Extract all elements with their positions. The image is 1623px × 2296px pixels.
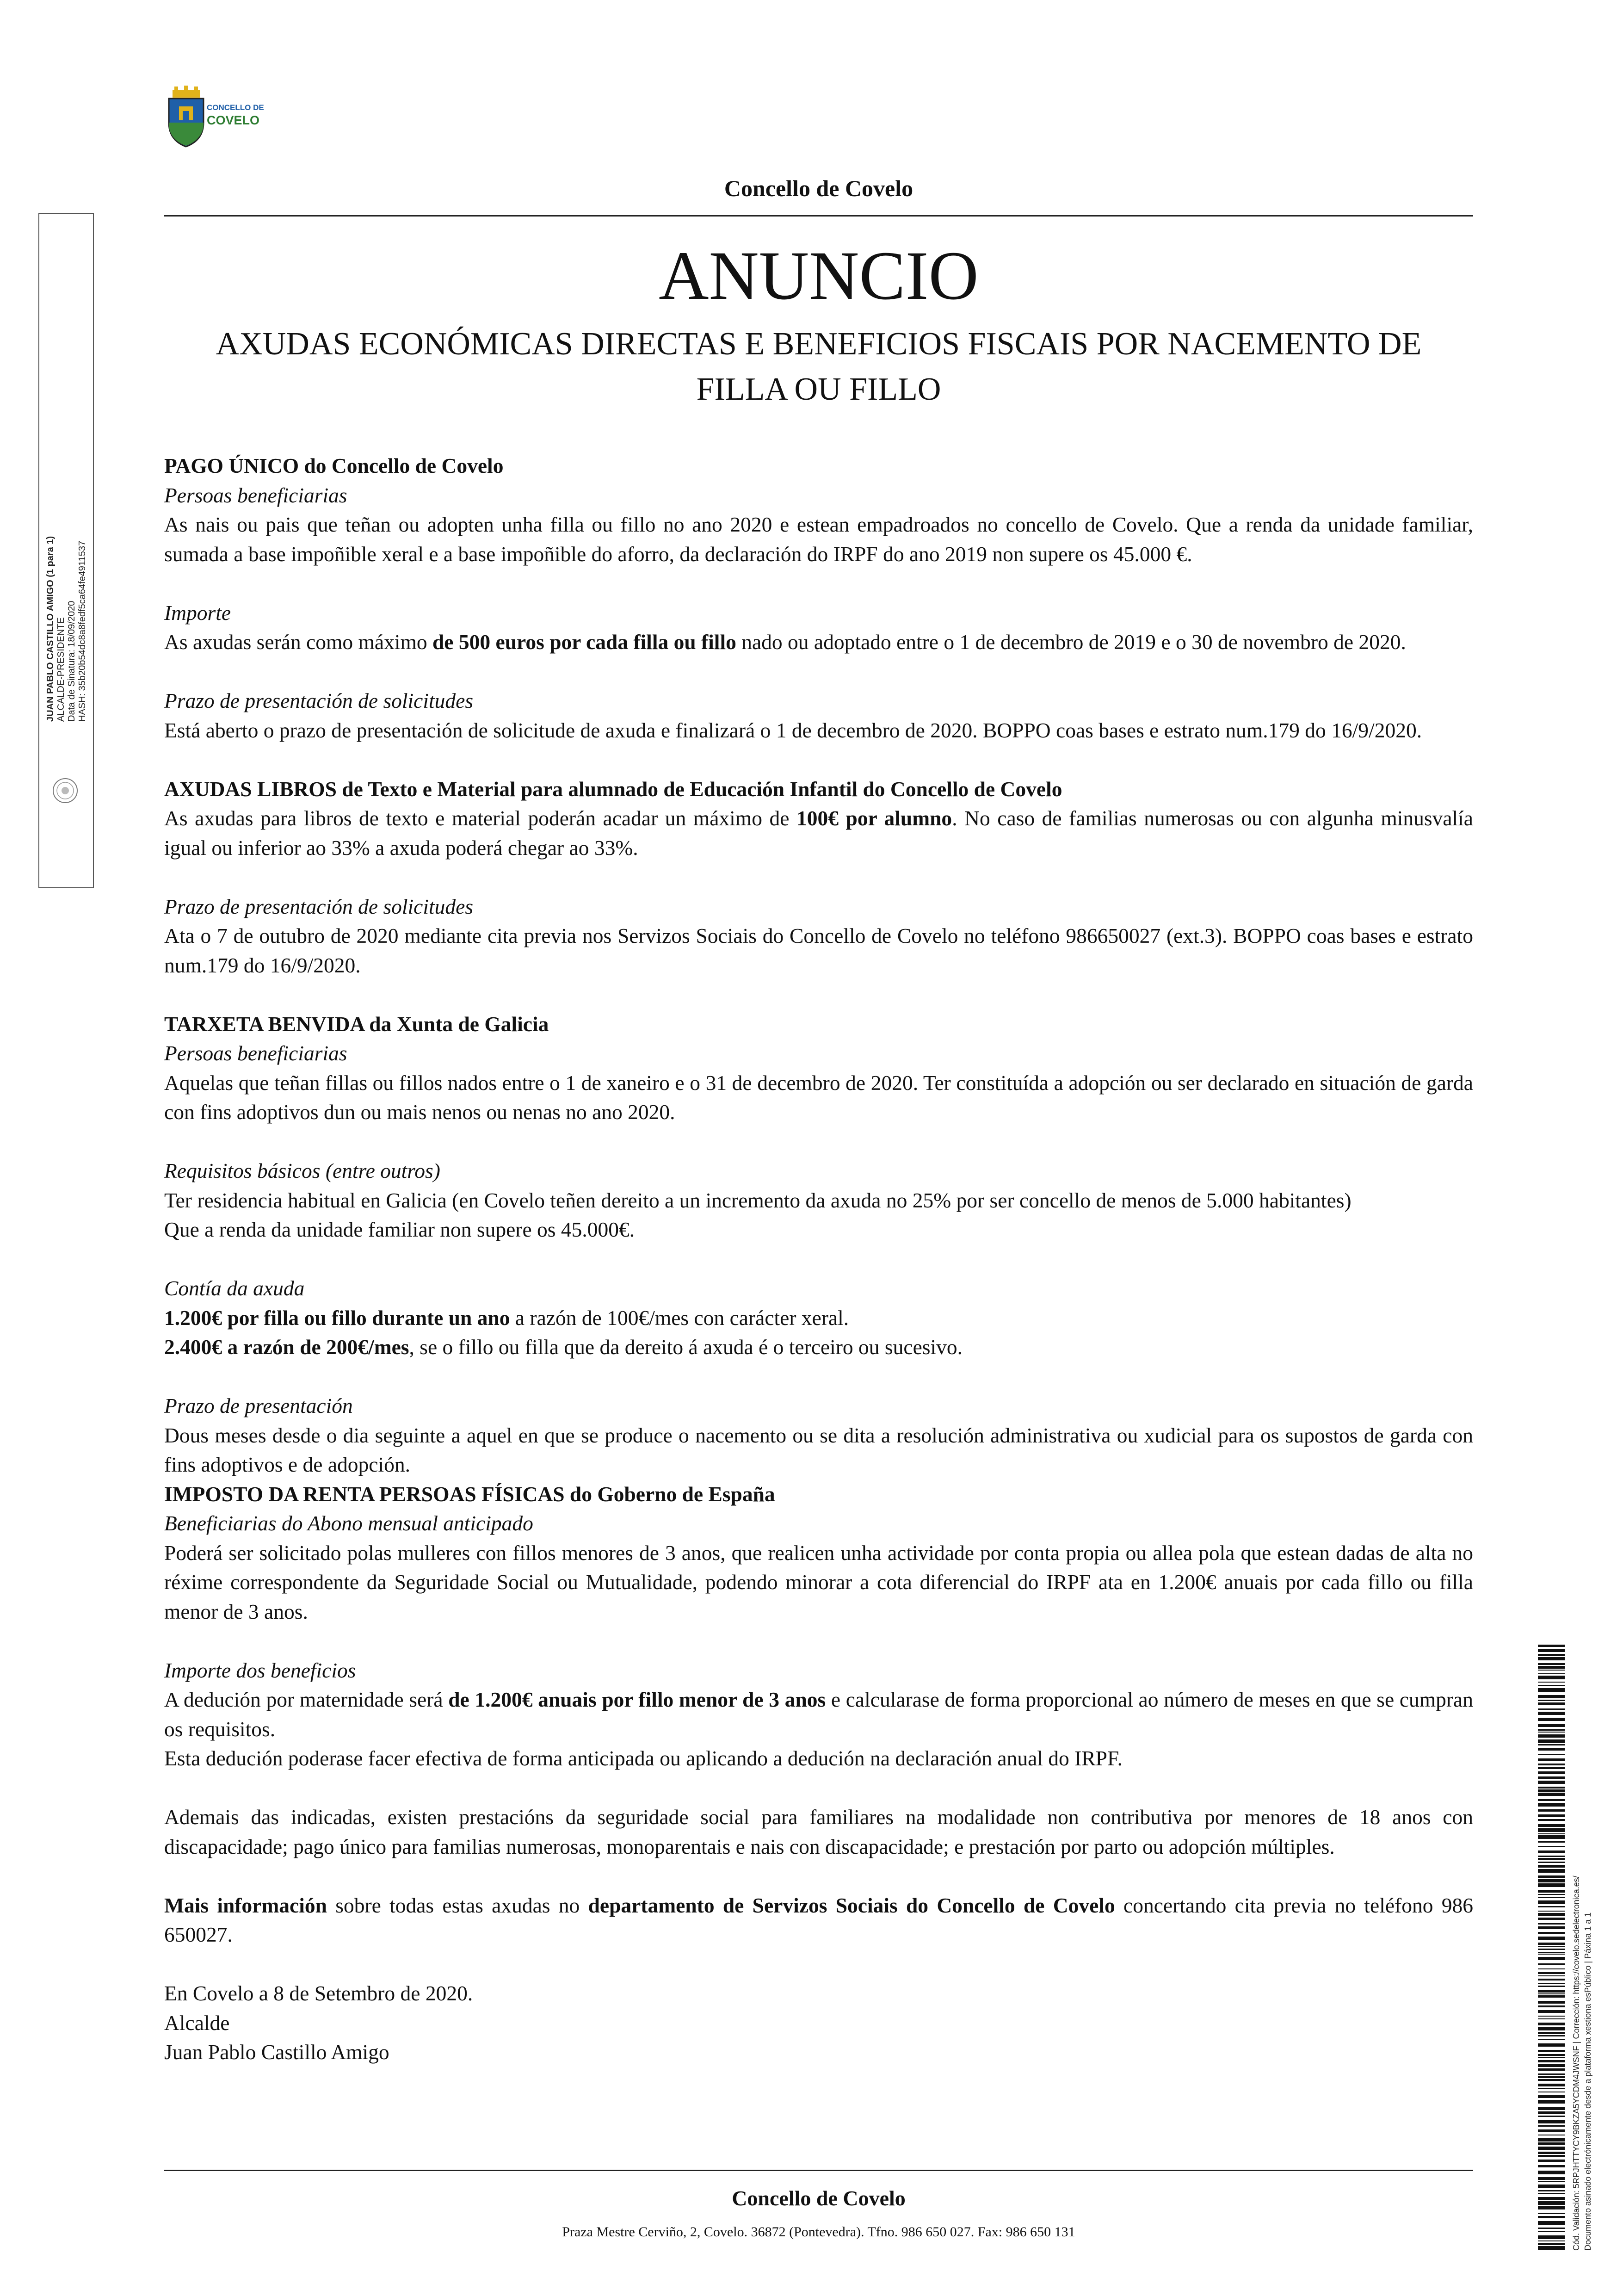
section-label: Importe [164, 600, 231, 625]
bold-run: de 500 euros por cada filla ou fillo [432, 630, 736, 654]
section-label: Persoas beneficiarias [164, 1041, 347, 1065]
signature-hash: HASH: 35b20b54dc8a8fedf5ca64fe4911537 [77, 540, 87, 722]
announcement-body [164, 451, 1473, 2067]
section-label: Prazo de presentación de solicitudes [164, 894, 474, 918]
signature-date: Data de Sinatura: 18/09/2020 [67, 600, 77, 722]
section-heading: AXUDAS LIBROS de Texto e Material para alumnado de Educación Infantil do Concello de Covelo [164, 777, 1062, 801]
validation-platform: Documento asinado electrónicamente desde a plataforma xestiona esPúblico | Páxina 1 a 1 [1583, 1912, 1592, 2251]
validation-code: Cód. Validación: 5RPJHTTYCY9BKZA5YCDM4JWSNF | Corrección: https://covelo.sedelectronica.es/ [1572, 1875, 1581, 2251]
section-label: Prazo de presentación [164, 1394, 353, 1417]
barcode-icon [1538, 1645, 1565, 2251]
paragraph: Ademais das indicadas, existen prestacións da seguridade social para familiares na modalidade non contributiva por menores de 18 anos con discapacidade; pago único para familias numerosas, monoparentais e nais con discapacidade; e prestación por parto ou adopción múltiples. [164, 1805, 1473, 1858]
paragraph: Dous meses desde o dia seguinte a aquel en que se produce o nacemento ou se dita a resolución administrativa ou xudicial para os supostos de garda con fins adoptivos e de adopción. [164, 1423, 1473, 1476]
footer-rule [164, 2170, 1473, 2171]
section-heading: TARXETA BENVIDA da Xunta de Galicia [164, 1012, 549, 1036]
paragraph: Poderá ser solicitado polas mulleres con fillos menores de 3 anos, que realicen unha actividade por conta propia ou allea pola que estean dadas de alta no réxime correspondente da Seguridade Social ou Mutualidade, podendo minorar a cota diferencial do IRPF ata en 1.200€ anuais por cada fillo ou filla menor de 3 anos. [164, 1541, 1473, 1623]
paragraph: Esta dedución poderase facer efectiva de forma anticipada ou aplicando a dedución na declaración anual do IRPF. [164, 1746, 1123, 1770]
paragraph [164, 1332, 1473, 1362]
validation-info [1571, 1751, 1594, 2251]
text-run: , se o fillo ou filla que da dereito á axuda é o terceiro ou sucesivo. [409, 1335, 963, 1359]
signature-signer: JUAN PABLO CASTILLO AMIGO (1 para 1) [45, 536, 56, 722]
paragraph: Que a renda da unidade familiar non supere os 45.000€. [164, 1218, 635, 1241]
signature-info [45, 477, 88, 722]
section-label: Importe dos beneficios [164, 1658, 356, 1682]
covelo-logo [164, 86, 271, 150]
header-title: Concello de Covelo [724, 175, 913, 201]
section-label: Contía da axuda [164, 1276, 305, 1300]
subtitle-line1: AXUDAS ECONÓMICAS DIRECTAS E BENEFICIOS FISCAIS POR NACEMENTO DE [216, 326, 1422, 362]
header-rule [164, 215, 1473, 217]
bold-run: 1.200€ por filla ou fillo durante un ano [164, 1306, 510, 1330]
bold-run: 100€ por alumno [796, 806, 952, 830]
logo-line2: COVELO [207, 113, 260, 127]
subtitle-line2: FILLA OU FILLO [696, 371, 941, 407]
seal-icon [52, 777, 79, 804]
coat-of-arms-icon [164, 86, 208, 148]
bold-run: Mais información [164, 1893, 327, 1917]
section-label: Beneficiarias do Abono mensual anticipado [164, 1511, 533, 1535]
text-run: a razón de 100€/mes con carácter xeral. [510, 1306, 849, 1330]
page-subtitle [164, 322, 1473, 412]
section-heading: PAGO ÚNICO do Concello de Covelo [164, 454, 504, 477]
text-run: . No caso de familias numerosas ou con algunha minusvalía igual ou inferior ao 33% a axuda poderá chegar ao 33%. [164, 806, 1473, 860]
text-run: As axudas para libros de texto e material poderán acadar un máximo de [164, 806, 796, 830]
logo-line1: CONCELLO DE [207, 103, 264, 112]
signature-role: ALCALDE-PRESIDENTE [56, 617, 66, 722]
section-label: Requisitos básicos (entre outros) [164, 1159, 440, 1182]
section-label: Persoas beneficiarias [164, 483, 347, 507]
footer-title: Concello de Covelo [732, 2186, 906, 2210]
paragraph [164, 627, 1473, 657]
paragraph: Ter residencia habitual en Galicia (en Covelo teñen dereito a un incremento da axuda no 25% por ser concello de menos de 5.000 habitantes) [164, 1188, 1351, 1212]
paragraph: Ata o 7 de outubro de 2020 mediante cita previa nos Servizos Sociais do Concello de Covelo no teléfono 986650027 (ext.3). BOPPO coas bases e estrato num.179 do 16/9/2020. [164, 924, 1473, 977]
text-run: nado ou adoptado entre o 1 de decembro de 2019 e o 30 de novembro de 2020. [736, 630, 1406, 654]
bold-run: 2.400€ a razón de 200€/mes [164, 1335, 409, 1359]
bold-run: de 1.200€ anuais por fillo menor de 3 anos [448, 1688, 826, 1711]
text-run: A dedución por maternidade será [164, 1688, 449, 1711]
paragraph: Aquelas que teñan fillas ou fillos nados entre o 1 de xaneiro e o 31 de decembro de 2020. Ter constituída a adopción ou ser declarado en situación de garda con fins adoptivos dun ou mais nenos ou nenas no ano 2020. [164, 1071, 1473, 1124]
closing-name: Juan Pablo Castillo Amigo [164, 2040, 389, 2064]
text-run: e calcularase de forma proporcional ao número de meses en que se cumpran os requisitos. [164, 1688, 1474, 1741]
paragraph [164, 1891, 1473, 1949]
text-run: As axudas serán como máximo [164, 630, 432, 654]
page-title: ANUNCIO [659, 237, 979, 314]
closing-role: Alcalde [164, 2011, 230, 2035]
paragraph [164, 804, 1473, 862]
section-heading: IMPOSTO DA RENTA PERSOAS FÍSICAS do Goberno de España [164, 1482, 775, 1506]
section-label: Prazo de presentación de solicitudes [164, 689, 474, 712]
text-run: sobre todas estas axudas no [327, 1893, 588, 1917]
paragraph [164, 1303, 1473, 1333]
bold-run: departamento de Servizos Sociais do Concello de Covelo [588, 1893, 1115, 1917]
paragraph: Está aberto o prazo de presentación de solicitude de axuda e finalizará o 1 de decembro de 2020. BOPPO coas bases e estrato num.179 do 16/9/2020. [164, 718, 1422, 742]
text-run: concertando cita previa no teléfono 986 650027. [164, 1893, 1473, 1946]
paragraph [164, 1685, 1473, 1744]
closing-place-date: En Covelo a 8 de Setembro de 2020. [164, 1981, 473, 2005]
paragraph: As nais ou pais que teñan ou adopten unha filla ou fillo no ano 2020 e estean empadroados no concello de Covelo. Que a renda da unidade familiar, sumada a base impoñible xeral e a base impoñible do aforro, da declaración do IRPF do ano 2019 non supere os 45.000 €. [164, 513, 1473, 566]
footer-address: Praza Mestre Cerviño, 2, Covelo. 36872 (Pontevedra). Tfno. 986 650 027. Fax: 986 650 131 [562, 2224, 1075, 2240]
